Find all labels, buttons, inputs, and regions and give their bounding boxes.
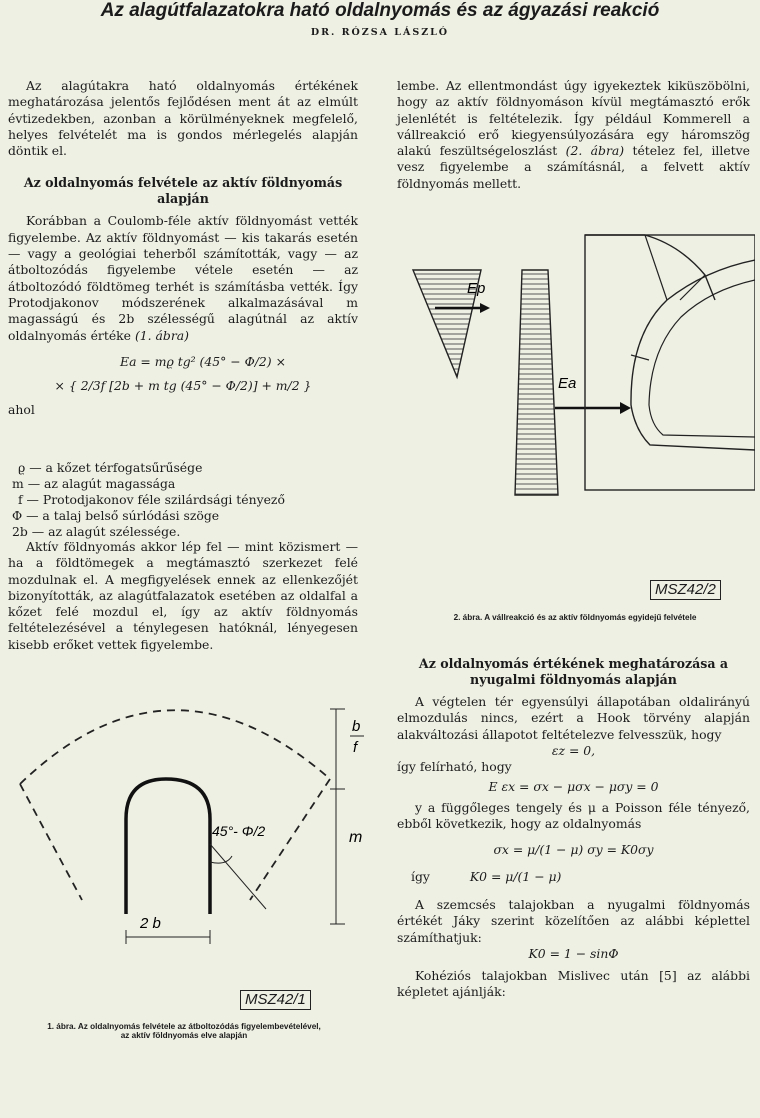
paragraph-poisson: y a függőleges tengely és μ a Poisson féle tényező, ebből következik, hogy az oldalnyomás (397, 799, 750, 832)
figure-2-stamp: MSZ42/2 (650, 580, 721, 600)
figure-2-caption: 2. ábra. A vállreakció és az aktív földnyomás egyidejű felvétele (453, 613, 697, 622)
right-column-top (397, 78, 750, 192)
paragraph-hook: A végtelen tér egyensúlyi állapotában oldalirányú elmozdulás nincs, ezért a Hook törvény alapján alakváltozási állapotot feltételezve felvesszük, hogy (397, 694, 750, 742)
igy-label-2: így (411, 868, 430, 884)
figure-1-caption: 1. ábra. Az oldalnyomás felvétele az átboltozódás figyelembevételével, az aktív földnyomás elve alapján (47, 1022, 321, 1040)
definition-item: 2b — az alagút szélessége. (12, 524, 181, 539)
paragraph-active-pressure: Aktív földnyomás akkor lép fel — mint közismert — ha a földtömegek a megtámasztó szerkezet felé mozdulnak el. A megfigyelések ennek az ellenkezőjét bizonyították, az alagútfalazatok esetében az oldalfal a kőzet felé mozdul el, így az aktív földnyomás feltételezésével a ténylegesen hatóknál, lényegesen kisebb erőket vettek figyelembe. (8, 539, 358, 652)
equation-ez: εz = 0, (551, 742, 596, 758)
definition-item: f — Protodjakonov féle szilárdsági tényező (18, 492, 285, 507)
equation-k0: K0 = μ/(1 − μ) (469, 868, 562, 884)
paragraph-coulomb: Korábban a Coulomb-féle aktív földnyomást vették figyelembe. Az aktív földnyomást — kis takarás esetén — vagy a geológiai teherből számították, vagy — az átboltozódás figyelembe vétele esetén — az átboltozódó földtömeg terhét is számításba vették. Így Protodjakonov módszerének alkalmazásával m magasságú és 2b szélességű alagútnál az aktív oldalnyomás értéke (1. ábra) (8, 213, 358, 343)
author: DR. RÓZSA LÁSZLÓ (310, 27, 450, 38)
equation-hook: E εx = σx − μσx − μσy = 0 (488, 779, 659, 795)
figure-2 (405, 205, 755, 545)
label-2b: 2 b (140, 915, 161, 932)
definition-item: m — az alagút magassága (12, 476, 176, 491)
label-m: m (349, 829, 363, 846)
figure-1-stamp: MSZ42/1 (240, 990, 311, 1010)
angle-line (210, 844, 266, 909)
equation-jaky: K0 = 1 − sinΦ (528, 945, 619, 961)
arch-right-leg (250, 779, 330, 900)
left-column (8, 78, 358, 419)
intro-paragraph: Az alagútakra ható oldalnyomás értékének meghatározása jelentős fejlődésen ment át az elmúlt évtizedekben, azonban a körülményeknek megfelelő, helyes felvételét ma is gondos mérlegelés alapján döntik el. (8, 78, 358, 159)
label-ep: Ep (467, 280, 486, 297)
equation-ea-line2: × { 2/3f [2b + m tg (45° − Φ/2)] + m/2 } (54, 378, 312, 394)
arch-boundary-dashed (20, 710, 330, 784)
trapezoid-distribution-ea (515, 270, 558, 495)
label-angle: 45°- Φ/2 (212, 823, 266, 839)
tunnel-profile (126, 779, 210, 914)
tunnel-wall (585, 235, 755, 490)
heading-active-pressure: Az oldalnyomás felvétele az aktív földnyomás alapján (23, 175, 343, 207)
ahol-label: ahol (8, 402, 35, 418)
heading-rest-pressure: Az oldalnyomás értékének meghatározása a nyugalmi földnyomás alapján (418, 656, 729, 687)
paragraph-kommerell: lembe. Az ellentmondást úgy igyekeztek kiküszöbölni, hogy az aktív földnyomáson kívül megtámasztó erők jelenlétét is feltételezik. Így például Kommerell a vállreakció erő kiegyensúlyozására egy háromszög alakú feszültségeloszlást (2. ábra) tételez fel, illetve vesz figyelembe a számításnál, a felvett aktív földnyomás mellett. (397, 78, 750, 191)
definition-item: ϱ — a kőzet térfogatsűrűsége (18, 460, 203, 475)
tunnel-lining-outer (585, 235, 715, 300)
arch-left-leg (20, 784, 82, 900)
right-column-bottom (397, 656, 750, 1001)
figure-1 (0, 684, 385, 1014)
equation-sigma: σx = μ/(1 − μ) σy = K0σy (493, 842, 654, 858)
label-b: b (352, 718, 361, 735)
paragraph-jaky: A szemcsés talajokban a nyugalmi földnyomás értékét Jáky szerint közelítően az alábbi képlettel számíthatjuk: (397, 896, 750, 945)
left-column-lower (8, 539, 358, 653)
label-f: f (353, 739, 358, 756)
page-title: Az alagútfalazatokra ható oldalnyomás és az ágyazási reakció (100, 0, 660, 21)
igy-label-1: így felírható, hogy (397, 759, 512, 775)
definition-list (8, 460, 358, 540)
paragraph-mislivec: Kohéziós talajokban Mislivec után [5] az alábbi képletet ajánlják: (397, 968, 750, 1000)
equation-ea-line1: Ea = mϱ tg² (45° − Φ/2) × (120, 353, 286, 369)
label-ea: Ea (558, 375, 577, 392)
definition-item: Φ — a talaj belső súrlódási szöge (12, 508, 220, 523)
tunnel-lining-inner (631, 260, 755, 450)
